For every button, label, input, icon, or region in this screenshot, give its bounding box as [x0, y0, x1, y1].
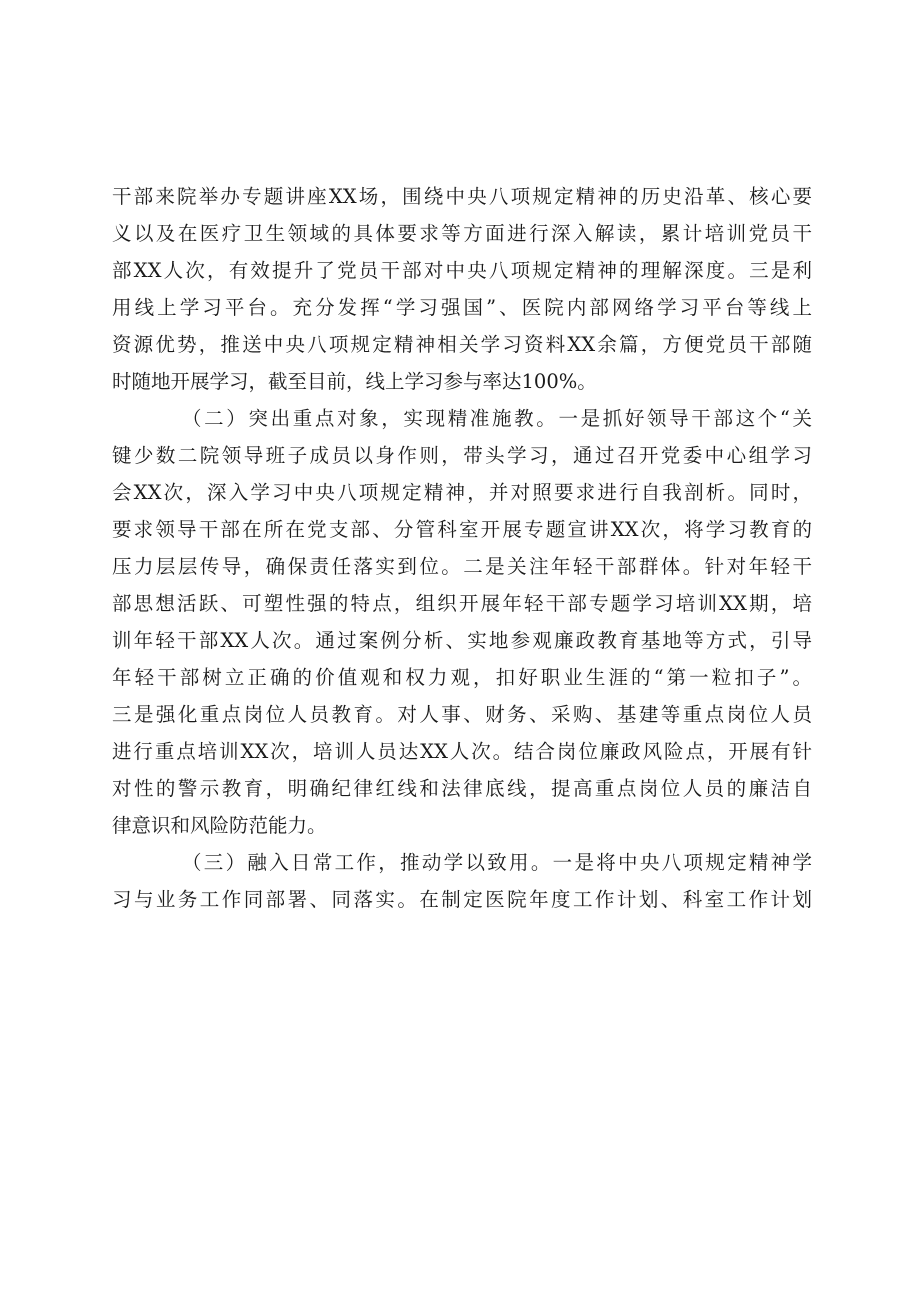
paragraph-line: 训年轻干部XX人次。通过案例分析、实地参观廉政教育基地等方式，引导: [112, 629, 812, 652]
paragraph-line: 进行重点培训XX次，培训人员达XX人次。结合岗位廉政风险点，开展有针: [112, 740, 812, 763]
paragraph-line: 年轻干部树立正确的价值观和权力观，扣好职业生涯的“第一粒扣子”。: [112, 666, 812, 689]
paragraph-line: 用线上学习平台。充分发挥“学习强国”、医院内部网络学习平台等线上: [112, 296, 812, 319]
section-heading-line: （三）融入日常工作，推动学以致用。一是将中央八项规定精神学: [182, 851, 812, 874]
paragraph-line: 习与业务工作同部署、同落实。在制定医院年度工作计划、科室工作计划: [112, 888, 812, 911]
paragraph-line: 律意识和风险防范能力。: [112, 814, 327, 837]
paragraph-line: 资源优势，推送中央八项规定精神相关学习资料XX余篇，方便党员干部随: [112, 333, 812, 356]
document-body: [112, 178, 812, 918]
paragraph-line: 三是强化重点岗位人员教育。对人事、财务、采购、基建等重点岗位人员: [112, 703, 812, 726]
section-heading-line: （二）突出重点对象，实现精准施教。一是抓好领导干部这个“关: [182, 407, 812, 430]
paragraph-line: 义以及在医疗卫生领域的具体要求等方面进行深入解读，累计培训党员干: [112, 222, 812, 245]
paragraph-line: 部XX人次，有效提升了党员干部对中央八项规定精神的理解深度。三是利: [112, 259, 812, 282]
paragraph-line: 对性的警示教育，明确纪律红线和法律底线，提高重点岗位人员的廉洁自: [112, 777, 812, 800]
paragraph-line: 压力层层传导，确保责任落实到位。二是关注年轻干部群体。针对年轻干: [112, 555, 812, 578]
paragraph-line: 时随地开展学习，截至目前，线上学习参与率达100%。: [112, 370, 597, 393]
paragraph-line: 会XX次，深入学习中央八项规定精神，并对照要求进行自我剖析。同时，: [112, 481, 812, 504]
paragraph-line: 要求领导干部在所在党支部、分管科室开展专题宣讲XX次，将学习教育的: [112, 518, 812, 541]
paragraph-line: 干部来院举办专题讲座XX场，围绕中央八项规定精神的历史沿革、核心要: [112, 185, 812, 208]
paragraph-line: 部思想活跃、可塑性强的特点，组织开展年轻干部专题学习培训XX期，培: [112, 592, 812, 615]
paragraph-line: 键少数二院领导班子成员以身作则，带头学习，通过召开党委中心组学习: [112, 444, 812, 467]
